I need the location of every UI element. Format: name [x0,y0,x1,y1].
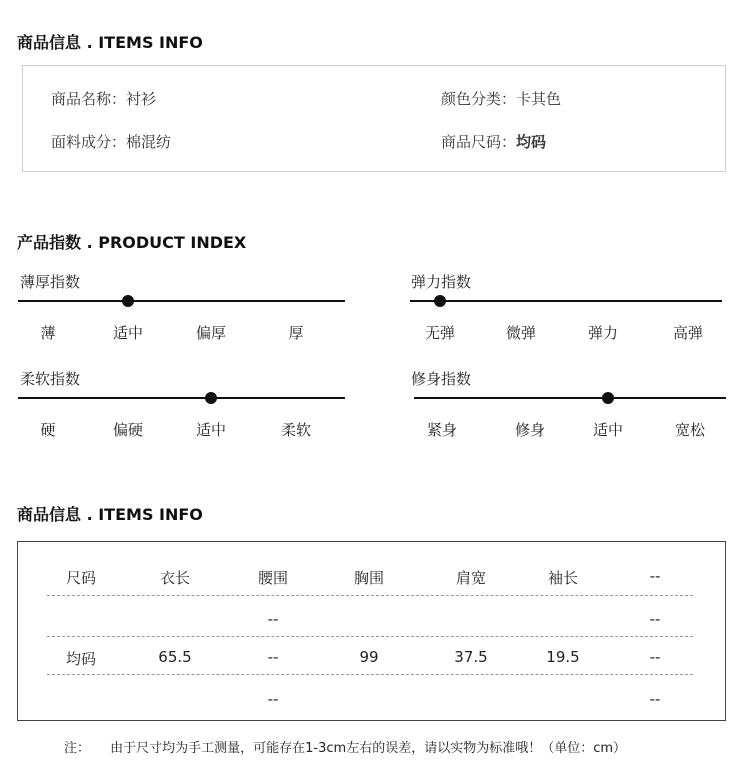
index-track [410,300,722,302]
fabric-label: 面料成分： [51,133,127,151]
index-title: 修身指数 [411,370,472,388]
table-cell: -- [267,648,279,666]
items-info-title: 商品信息 . ITEMS INFO [17,33,203,52]
size-value: 均码 [516,133,547,151]
product-name-value: 衬衫 [126,90,157,108]
table-header-cell: 腰围 [257,569,289,587]
product-name-label: 商品名称： [51,90,127,108]
color-label: 颜色分类： [441,90,517,108]
index-title: 柔软指数 [20,370,81,388]
fabric-value: 棉混纺 [126,133,172,151]
table-header-cell: -- [649,567,661,585]
index-option: 薄 [40,324,56,342]
items-info-box [22,65,726,172]
index-track [18,397,345,399]
index-marker [602,392,614,404]
index-title: 弹力指数 [411,273,472,291]
index-title: 薄厚指数 [20,273,81,291]
index-track [414,397,726,399]
table-cell: 19.5 [546,648,580,666]
size-table-title: 商品信息 . ITEMS INFO [17,505,203,524]
table-cell: 99 [359,648,379,666]
size-label: 商品尺码： [441,133,517,151]
table-cell: -- [267,610,279,628]
table-cell: -- [649,690,661,708]
fabric-row [51,131,171,152]
index-option: 修身 [514,421,546,439]
index-option: 适中 [195,421,227,439]
note-text: 由于尺寸均为手工测量，可能存在1-3cm左右的误差，请以实物为标准哦！（单位：cm） [110,741,627,756]
table-header-cell: 胸围 [353,569,385,587]
index-option: 柔软 [280,421,312,439]
table-cell: -- [649,648,661,666]
table-cell: 65.5 [158,648,192,666]
index-option: 弹力 [587,324,619,342]
index-option: 无弹 [424,324,456,342]
table-cell: -- [267,690,279,708]
table-cell: 均码 [65,650,97,668]
index-marker [434,295,446,307]
note-label: 注： [64,741,91,756]
index-option: 高弹 [672,324,704,342]
index-track [18,300,345,302]
product-name-row [51,88,156,109]
measurement-note [64,737,626,756]
index-option: 紧身 [426,421,458,439]
index-option: 微弹 [505,324,537,342]
row-divider [47,674,693,675]
index-option: 宽松 [674,421,706,439]
table-header-cell: 尺码 [65,569,97,587]
size-row [441,131,546,152]
table-header-cell: 肩宽 [455,569,487,587]
table-header-cell: 衣长 [159,569,191,587]
color-value: 卡其色 [516,90,562,108]
index-option: 硬 [40,421,56,439]
product-index-title: 产品指数 . PRODUCT INDEX [17,233,247,252]
row-divider [47,636,693,637]
index-marker [205,392,217,404]
index-option: 适中 [592,421,624,439]
table-cell: 37.5 [454,648,488,666]
table-cell: -- [649,610,661,628]
index-option: 偏硬 [112,421,144,439]
table-header-cell: 袖长 [547,569,579,587]
color-row [441,88,561,109]
index-option: 偏厚 [195,324,227,342]
index-marker [122,295,134,307]
index-option: 厚 [288,324,304,342]
index-option: 适中 [112,324,144,342]
row-divider [47,595,693,596]
